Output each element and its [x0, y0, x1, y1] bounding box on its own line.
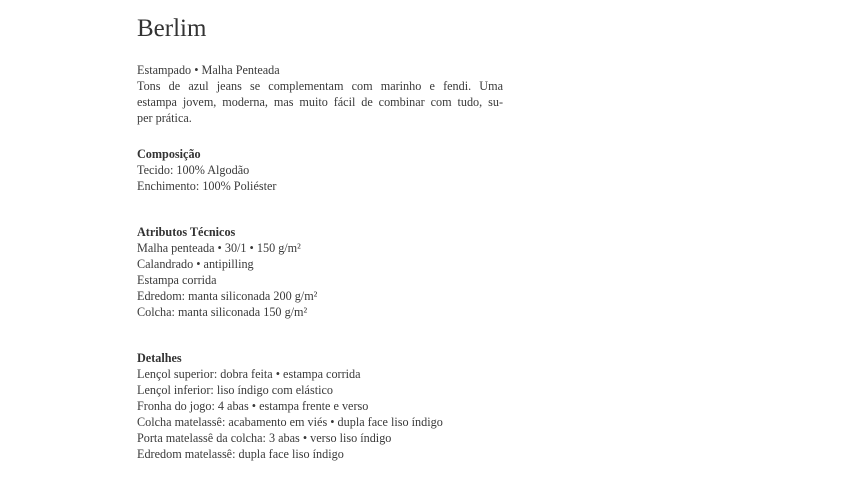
- composition-section: [137, 146, 517, 194]
- technical-attribute-item: Colcha: manta siliconada 150 g/m²: [137, 305, 308, 319]
- product-subtitle: Estampado • Malha Penteada: [137, 63, 280, 77]
- technical-attribute-item: Estampa corrida: [137, 273, 217, 287]
- product-title: Berlim: [137, 15, 207, 42]
- details-item: Lençol inferior: liso índigo com elástico: [137, 383, 333, 397]
- description-line: estampa jovem, moderna, mas muito fácil de combinar com tudo, su-: [137, 95, 503, 109]
- technical-attribute-item: Edredom: manta siliconada 200 g/m²: [137, 289, 318, 303]
- technical-attribute-item: Malha penteada • 30/1 • 150 g/m²: [137, 241, 301, 255]
- technical-attribute-item: Calandrado • antipilling: [137, 257, 254, 271]
- product-description: [137, 78, 503, 126]
- composition-heading: Composição: [137, 147, 201, 161]
- description-line: Tons de azul jeans se complementam com marinho e fendi. Uma: [137, 79, 503, 93]
- description-line: per prática.: [137, 111, 192, 125]
- details-heading: Detalhes: [137, 351, 182, 365]
- product-sheet: [137, 14, 517, 462]
- details-section: [137, 350, 517, 462]
- composition-item: Tecido: 100% Algodão: [137, 163, 250, 177]
- composition-item: Enchimento: 100% Poliéster: [137, 179, 277, 193]
- technical-attributes-section: [137, 224, 517, 320]
- technical-attributes-heading: Atributos Técnicos: [137, 225, 236, 239]
- details-item: Colcha matelassê: acabamento em viés • dupla face liso índigo: [137, 415, 443, 429]
- details-item: Fronha do jogo: 4 abas • estampa frente e verso: [137, 399, 369, 413]
- details-item: Lençol superior: dobra feita • estampa corrida: [137, 367, 361, 381]
- details-item: Edredom matelassê: dupla face liso índigo: [137, 447, 344, 461]
- details-item: Porta matelassê da colcha: 3 abas • verso liso índigo: [137, 431, 392, 445]
